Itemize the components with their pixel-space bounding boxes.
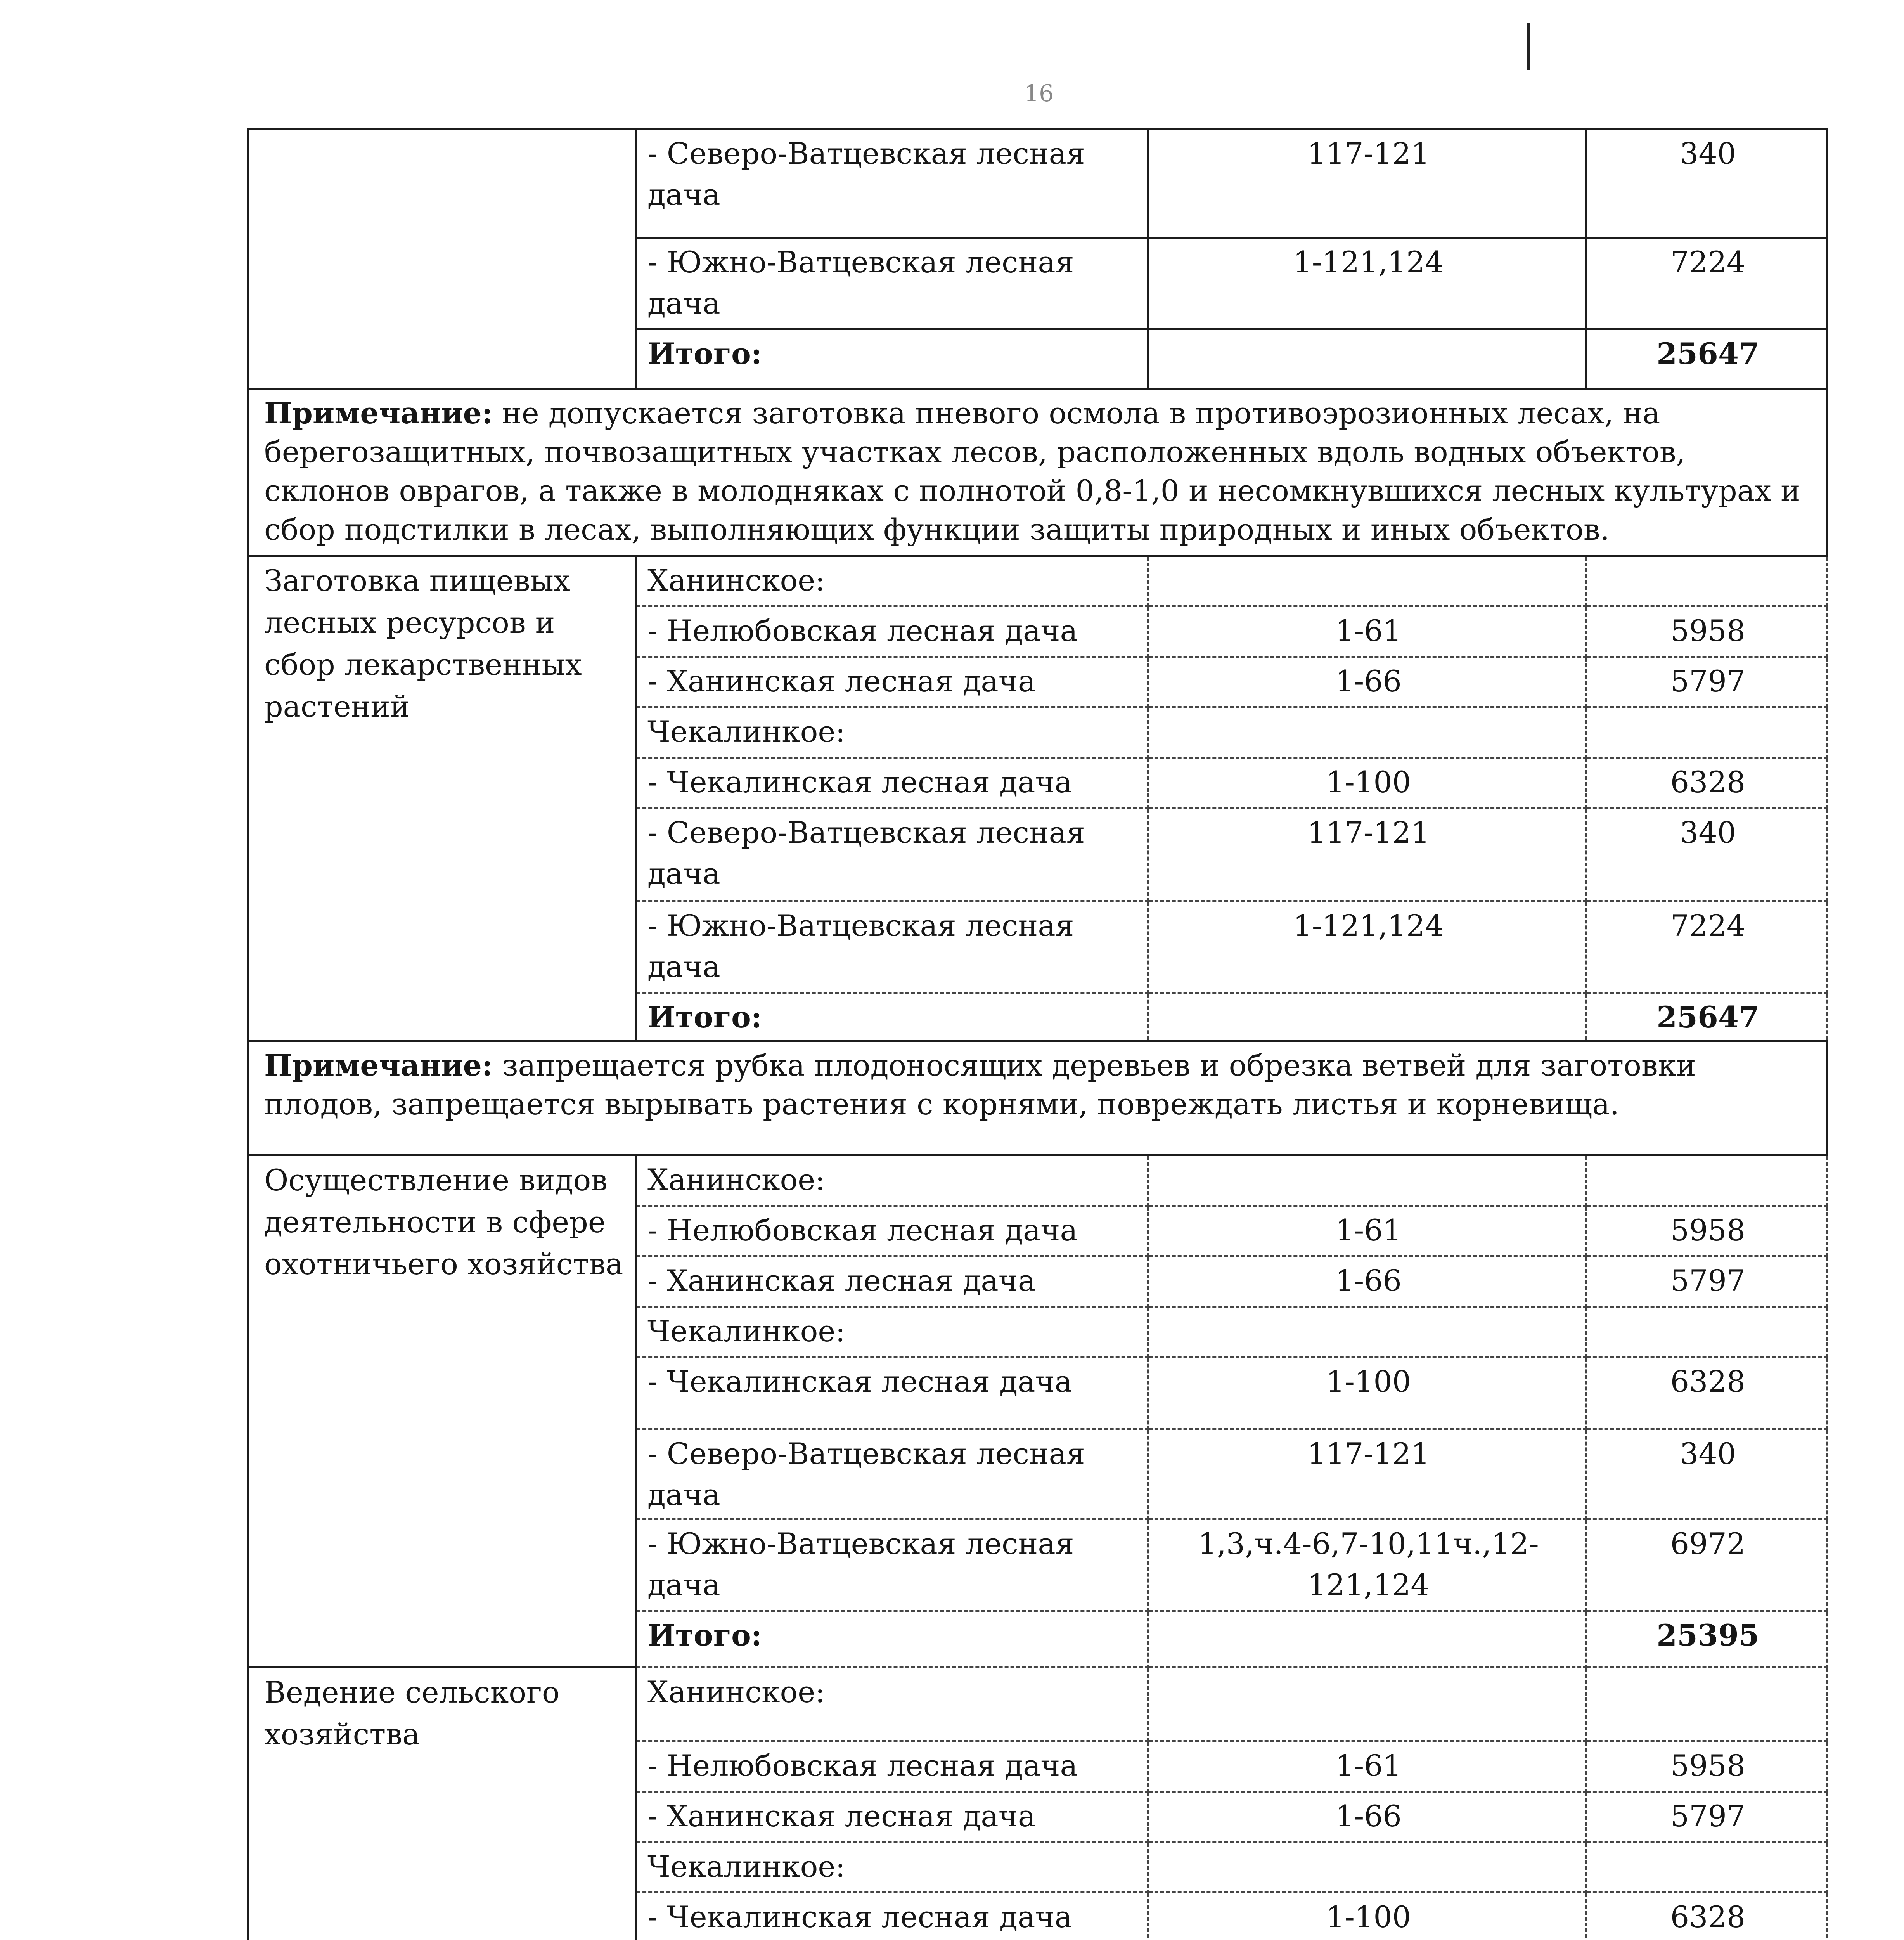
area-cell: 340	[1586, 1429, 1827, 1519]
total-value: 25395	[1586, 1611, 1827, 1668]
area-cell: 5797	[1586, 657, 1827, 707]
margin-mark-top	[1527, 23, 1530, 70]
quarters-cell	[1148, 1668, 1586, 1741]
quarters-cell: 1-100	[1148, 758, 1586, 808]
note-heading: Примечание:	[264, 396, 493, 430]
quarters-cell: 1-66	[1148, 1256, 1586, 1307]
quarters-cell: 1-121,124	[1148, 901, 1586, 993]
site-name: - Нелюбовская лесная дача	[636, 606, 1148, 657]
district-label: Чекалинкое:	[636, 1307, 1148, 1357]
site-name: - Южно-Ватцевская лесная дача	[636, 238, 1148, 329]
district-label: Ханинское:	[636, 556, 1148, 606]
table-row	[248, 1155, 1827, 1206]
quarters-cell	[1148, 1307, 1586, 1357]
quarters-cell	[1148, 707, 1586, 758]
total-label: Итого:	[636, 329, 1148, 389]
site-name: - Чекалинская лесная дача	[636, 758, 1148, 808]
note-row	[248, 389, 1827, 556]
site-name: - Северо-Ватцевская лесная дача	[636, 808, 1148, 901]
area-cell	[1586, 707, 1827, 758]
forest-use-table	[247, 128, 1828, 1940]
area-cell: 5797	[1586, 1792, 1827, 1842]
quarters-cell: 1-61	[1148, 1741, 1586, 1792]
area-cell: 6328	[1586, 1357, 1827, 1429]
area-cell: 340	[1586, 808, 1827, 901]
table-row	[248, 1668, 1827, 1741]
site-name: - Чекалинская лесная дача	[636, 1357, 1148, 1429]
area-cell: 5958	[1586, 1741, 1827, 1792]
site-name: - Северо-Ватцевская лесная дача	[636, 1429, 1148, 1519]
total-label: Итого:	[636, 993, 1148, 1041]
quarters-cell: 1-61	[1148, 1206, 1586, 1256]
area-cell: 7224	[1586, 238, 1827, 329]
total-quarters-empty	[1148, 329, 1586, 389]
table-row	[248, 129, 1827, 238]
note-text: не допускается заготовка пневого осмола в противоэрозионных лесах, на берегозащитных, почвозащитных участках лесов, расположенных вдоль водных объектов, склонов оврагов, а также в молодняках с полнотой 0,8-1,0 и несомкнувшихся лесных культурах и сбор подстилки в лесах, выполняющих функции защиты природных и иных объектов.	[264, 396, 1800, 547]
total-value: 25647	[1586, 329, 1827, 389]
site-name: - Ханинская лесная дача	[636, 1792, 1148, 1842]
site-name: - Южно-Ватцевская лесная дача	[636, 901, 1148, 993]
area-cell: 5797	[1586, 1256, 1827, 1307]
activity-cell: Осуществление видов деятельности в сфере охотничьего хозяйства	[248, 1155, 636, 1668]
quarters-cell: 1-61	[1148, 606, 1586, 657]
area-cell: 5958	[1586, 1206, 1827, 1256]
district-label: Чекалинкое:	[636, 707, 1148, 758]
area-cell	[1586, 556, 1827, 606]
total-quarters-empty	[1148, 993, 1586, 1041]
total-quarters-empty	[1148, 1611, 1586, 1668]
quarters-cell: 117-121	[1148, 808, 1586, 901]
quarters-cell: 1-100	[1148, 1357, 1586, 1429]
activity-cell: Ведение сельского хозяйства	[248, 1668, 636, 1940]
district-label: Чекалинкое:	[636, 1842, 1148, 1893]
quarters-cell: 1-100	[1148, 1893, 1586, 1940]
page-number: 16	[1024, 80, 1054, 107]
note-row	[248, 1041, 1827, 1155]
total-label: Итого:	[636, 1611, 1148, 1668]
quarters-cell	[1148, 556, 1586, 606]
total-value: 25647	[1586, 993, 1827, 1041]
site-name: - Чекалинская лесная дача	[636, 1893, 1148, 1940]
area-cell	[1586, 1842, 1827, 1893]
area-cell	[1586, 1155, 1827, 1206]
note-text: запрещается рубка плодоносящих деревьев и обрезка ветвей для заготовки плодов, запрещается вырывать растения с корнями, повреждать листья и корневища.	[264, 1048, 1696, 1121]
site-name: - Нелюбовская лесная дача	[636, 1741, 1148, 1792]
area-cell: 5958	[1586, 606, 1827, 657]
quarters-cell: 1-66	[1148, 1792, 1586, 1842]
site-name: - Ханинская лесная дача	[636, 1256, 1148, 1307]
table-row	[248, 556, 1827, 606]
area-cell	[1586, 1668, 1827, 1741]
activity-cell: Заготовка пищевых лесных ресурсов и сбор лекарственных растений	[248, 556, 636, 1041]
quarters-cell: 1,3,ч.4-6,7-10,11ч.,12-121,124	[1148, 1519, 1586, 1611]
activity-cell-empty	[248, 129, 636, 389]
area-cell: 6328	[1586, 1893, 1827, 1940]
site-name: - Ханинская лесная дача	[636, 657, 1148, 707]
quarters-cell: 1-66	[1148, 657, 1586, 707]
area-cell: 7224	[1586, 901, 1827, 993]
site-name: - Нелюбовская лесная дача	[636, 1206, 1148, 1256]
note-cell	[248, 389, 1827, 556]
area-cell: 340	[1586, 129, 1827, 238]
district-label: Ханинское:	[636, 1155, 1148, 1206]
area-cell: 6328	[1586, 758, 1827, 808]
quarters-cell: 1-121,124	[1148, 238, 1586, 329]
district-label: Ханинское:	[636, 1668, 1148, 1741]
area-cell: 6972	[1586, 1519, 1827, 1611]
quarters-cell: 117-121	[1148, 1429, 1586, 1519]
note-cell	[248, 1041, 1827, 1155]
quarters-cell	[1148, 1842, 1586, 1893]
quarters-cell: 117-121	[1148, 129, 1586, 238]
area-cell	[1586, 1307, 1827, 1357]
site-name: - Южно-Ватцевская лесная дача	[636, 1519, 1148, 1611]
quarters-cell	[1148, 1155, 1586, 1206]
note-heading: Примечание:	[264, 1048, 493, 1083]
site-name: - Северо-Ватцевская лесная дача	[636, 129, 1148, 238]
